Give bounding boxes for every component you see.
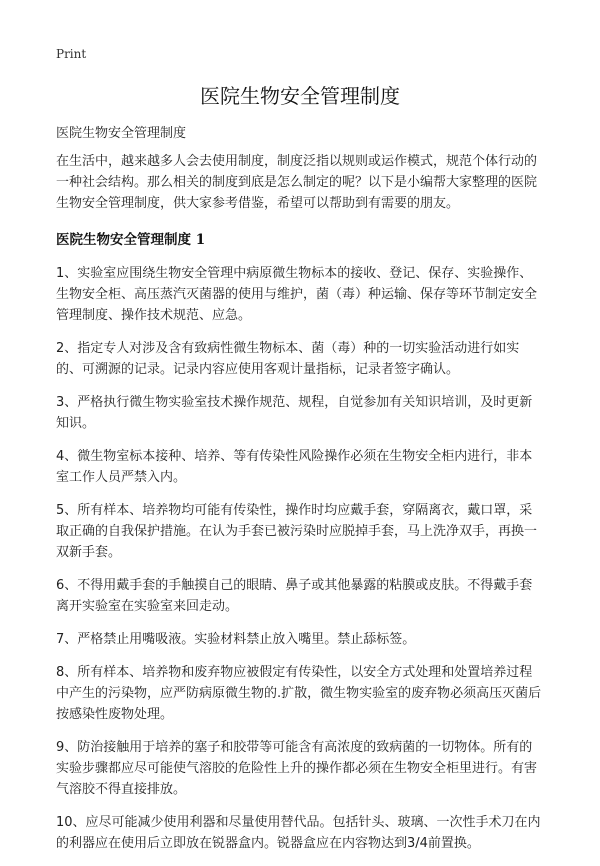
- page-title: 医院生物安全管理制度: [200, 84, 400, 108]
- list-item: 2、指定专人对涉及含有致病性微生物标本、菌（毒）种的一切实验活动进行如实的、可溯源的记录。记录内容应使用客观计量指标，记录者签字确认。: [56, 341, 520, 377]
- print-label: Print: [56, 47, 87, 61]
- intro-paragraph: 在生活中，越来越多人会去使用制度，制度泛指以规则或运作模式，规范个体行动的一种社会结构。那么相关的制度到底是怎么制定的呢？以下是小编帮大家整理的医院生物安全管理制度，供大家参考借鉴，希望可以帮助到有需要的朋友。: [56, 154, 538, 211]
- list-item: 1、实验室应围绕生物安全管理中病原微生物标本的接收、登记、保存、实验操作、生物安全柜、高压蒸汽灭菌器的使用与维护，菌（毒）种运输、保存等环节制定安全管理制度、操作技术规范、应急。: [56, 266, 538, 323]
- list-item: 4、微生物室标本接种、培养、等有传染性风险操作必须在生物安全柜内进行，非本室工作人员严禁入内。: [56, 449, 533, 485]
- document-subtitle: 医院生物安全管理制度: [56, 126, 187, 141]
- list-item: 3、严格执行微生物实验室技术操作规范、规程，自觉参加有关知识培训，及时更新知识。: [56, 395, 533, 431]
- list-item: 9、防治接触用于培养的塞子和胶带等可能含有高浓度的致病菌的一切物体。所有的实验步骤都应尽可能使气溶胶的危险性上升的操作都必须在生物安全柜里进行。有害气溶胶不得直接排放。: [56, 740, 538, 797]
- list-item: 7、严格禁止用嘴吸液。实验材料禁止放入嘴里。禁止舔标签。: [56, 632, 416, 647]
- list-item: 8、所有样本、培养物和废弃物应被假定有传染性，以安全方式处理和处置培养过程中产生的污染物，应严防病原微生物的.扩散，微生物实验室的废弃物必须高压灭菌后按感染性废物处理。: [56, 665, 542, 722]
- list-item: 6、不得用戴手套的手触摸自己的眼睛、鼻子或其他暴露的粘膜或皮肤。不得戴手套离开实验室在实验室来回走动。: [56, 578, 533, 614]
- list-item: 5、所有样本、培养物均可能有传染性，操作时均应戴手套，穿隔离衣，戴口罩，采取正确的自我保护措施。在认为手套已被污染时应脱掉手套，马上洗净双手，再换一双新手套。: [56, 503, 538, 560]
- list-item: 10、应尽可能减少使用利器和尽量使用替代品。包括针头、玻璃、一次性手术刀在内的利器应在使用后立即放在锐器盒内。锐器盒应在内容物达到3/4前置换。: [56, 815, 541, 851]
- section-heading: 医院生物安全管理制度 1: [56, 232, 206, 248]
- document-body: [56, 151, 544, 866]
